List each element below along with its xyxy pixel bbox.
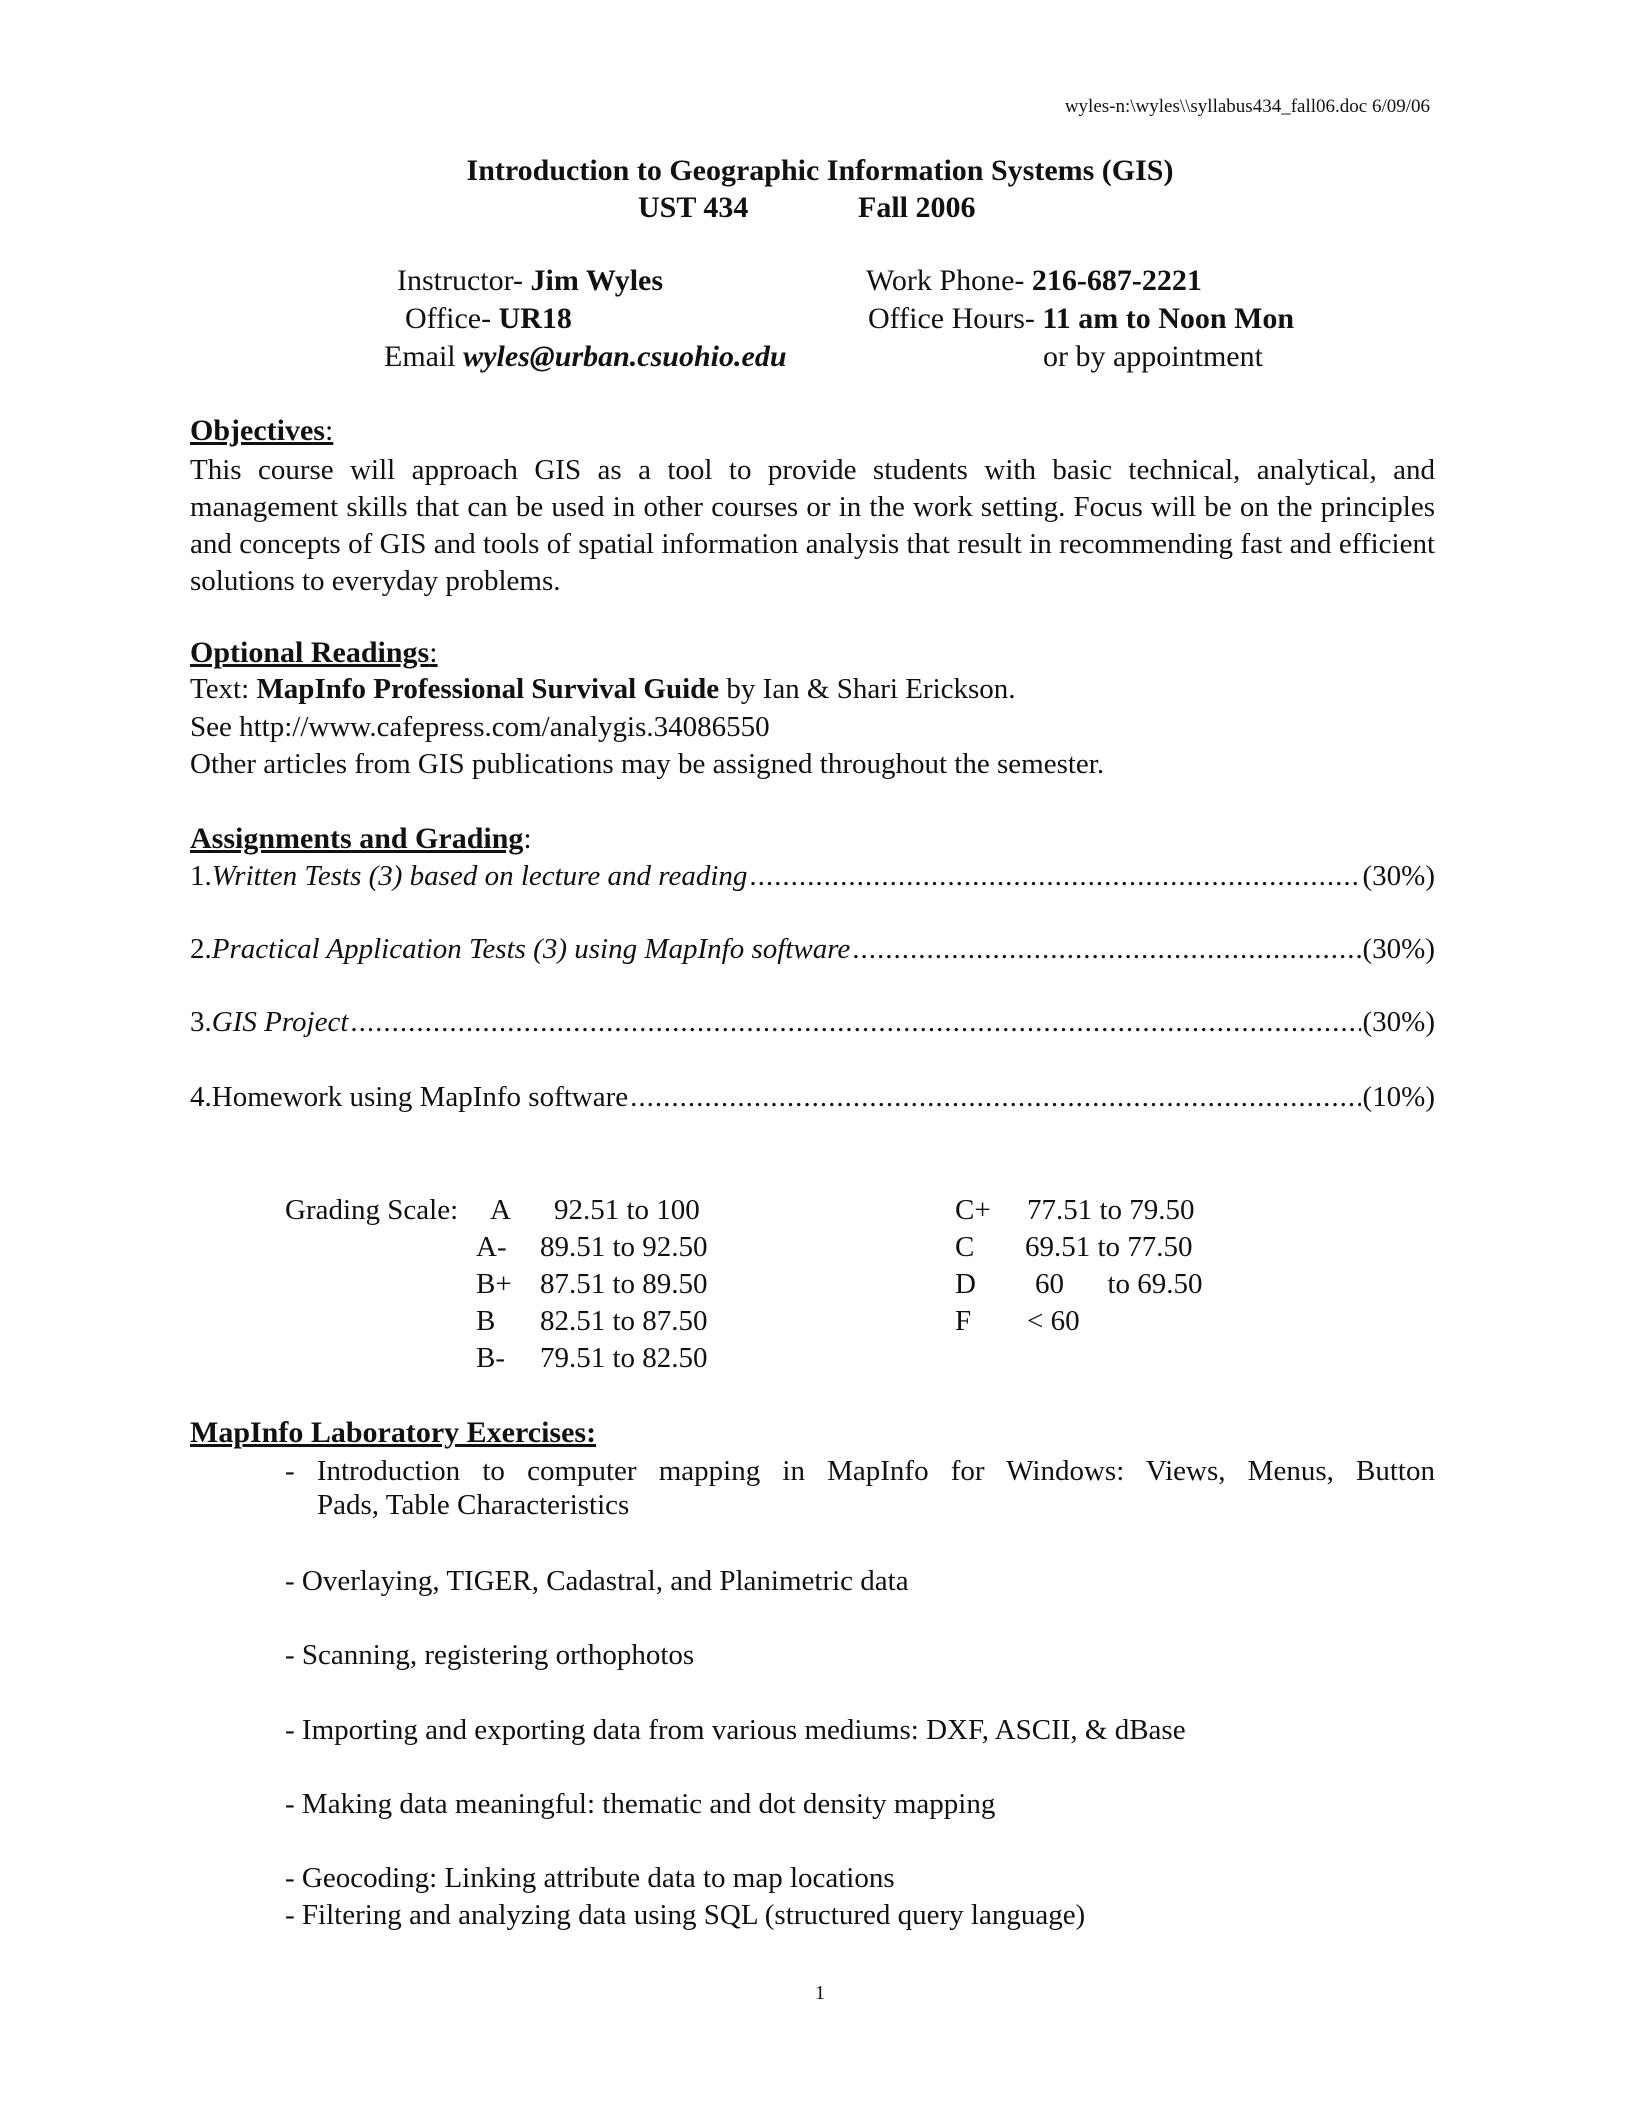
grade-letter: A- — [476, 1231, 507, 1263]
readings-text-line: Text: MapInfo Professional Survival Guide by Ian & Shari Erickson. — [190, 673, 1016, 705]
grade-range: 69.51 to 77.50 — [1025, 1231, 1193, 1263]
office-hours-value: 11 am to Noon Mon — [1042, 302, 1295, 335]
office-line — [405, 302, 572, 336]
course-number: UST 434 — [638, 191, 749, 224]
lab-exercise-item: - Introduction to computer mapping in MapInfo for Windows: Views, Menus, Button Pads, Table Characteristics — [285, 1455, 1435, 1521]
grade-letter: C+ — [955, 1194, 991, 1226]
instructor-line — [397, 264, 663, 298]
lab-exercise-item: - Overlaying, TIGER, Cadastral, and Planimetric data — [285, 1565, 909, 1597]
office-label: Office- — [405, 302, 499, 335]
assignment-item: 2. Practical Application Tests (3) using MapInfo software ..... (30%) — [190, 933, 1435, 966]
lab-heading: MapInfo Laboratory Exercises: — [190, 1416, 597, 1449]
email-value: wyles@urban.csuohio.edu — [463, 340, 787, 373]
grade-letter: C — [955, 1231, 975, 1263]
lab-exercise-item: - Scanning, registering orthophotos — [285, 1639, 695, 1671]
grade-letter: B — [476, 1305, 496, 1337]
objectives-text: This course will approach GIS as a tool to provide students with basic technical, analytical, and management skills that can be used in other courses or in the work setting. Focus will be on the principles and concepts of GIS and tools of spatial information analysis that result in recommending fast and efficient solutions to everyday problems. — [190, 454, 1435, 597]
grade-range: 77.51 to 79.50 — [1027, 1194, 1195, 1226]
course-term: Fall 2006 — [858, 191, 976, 224]
office-hours-line — [868, 302, 1294, 336]
assignment-item: 4. Homework using MapInfo software ..... (10%) — [190, 1081, 1435, 1114]
instructor-name: Jim Wyles — [530, 264, 664, 297]
lab-exercise-item: - Importing and exporting data from various mediums: DXF, ASCII, & dBase — [285, 1714, 1186, 1746]
instructor-label: Instructor- — [397, 264, 531, 297]
readings-other-line: Other articles from GIS publications may be assigned throughout the semester. — [190, 748, 1105, 780]
grading-scale-label: Grading Scale: — [285, 1194, 459, 1226]
phone-line — [866, 264, 1202, 298]
grade-letter: A — [490, 1194, 511, 1226]
grade-range: 79.51 to 82.50 — [540, 1342, 708, 1374]
grade-range: 89.51 to 92.50 — [540, 1231, 708, 1263]
grade-range: 87.51 to 89.50 — [540, 1268, 708, 1300]
readings-heading: Optional Readings: — [190, 636, 438, 669]
office-value: UR18 — [498, 302, 572, 335]
office-hours-label: Office Hours- — [868, 302, 1043, 335]
objectives-heading: Objectives: — [190, 414, 334, 447]
grade-letter: B+ — [476, 1268, 512, 1300]
assignment-item: 3. GIS Project ..... (30%) — [190, 1006, 1435, 1039]
file-path-header: wyles-n:\wyles\\syllabus434_fall06.doc 6/09/06 — [1064, 96, 1430, 117]
grade-range: < 60 — [1027, 1305, 1080, 1337]
grade-letter: D — [955, 1268, 976, 1300]
grade-range: 60 to 69.50 — [1035, 1268, 1203, 1300]
office-hours-note: or by appointment — [1043, 340, 1263, 373]
lab-exercise-item: - Making data meaningful: thematic and dot density mapping — [285, 1788, 996, 1820]
readings-see-line: See http://www.cafepress.com/analygis.34086550 — [190, 711, 770, 743]
email-label: Email — [384, 340, 464, 373]
grade-letter: F — [955, 1305, 972, 1337]
phone-label: Work Phone- — [866, 264, 1032, 297]
email-line — [384, 340, 787, 374]
grade-letter: B- — [476, 1342, 505, 1374]
lab-exercise-item: - Filtering and analyzing data using SQL (structured query language) — [285, 1899, 1086, 1931]
lab-exercise-item: - Geocoding: Linking attribute data to map locations — [285, 1862, 895, 1894]
course-title: Introduction to Geographic Information Systems (GIS) — [466, 154, 1174, 187]
page-number: 1 — [815, 1982, 825, 2004]
book-title: MapInfo Professional Survival Guide — [256, 673, 720, 705]
assignments-heading: Assignments and Grading: — [190, 822, 532, 855]
grade-range: 92.51 to 100 — [554, 1194, 700, 1226]
assignment-item: 1. Written Tests (3) based on lecture and reading ..... (30%) — [190, 860, 1435, 893]
phone-value: 216-687-2221 — [1031, 264, 1202, 297]
grade-range: 82.51 to 87.50 — [540, 1305, 708, 1337]
